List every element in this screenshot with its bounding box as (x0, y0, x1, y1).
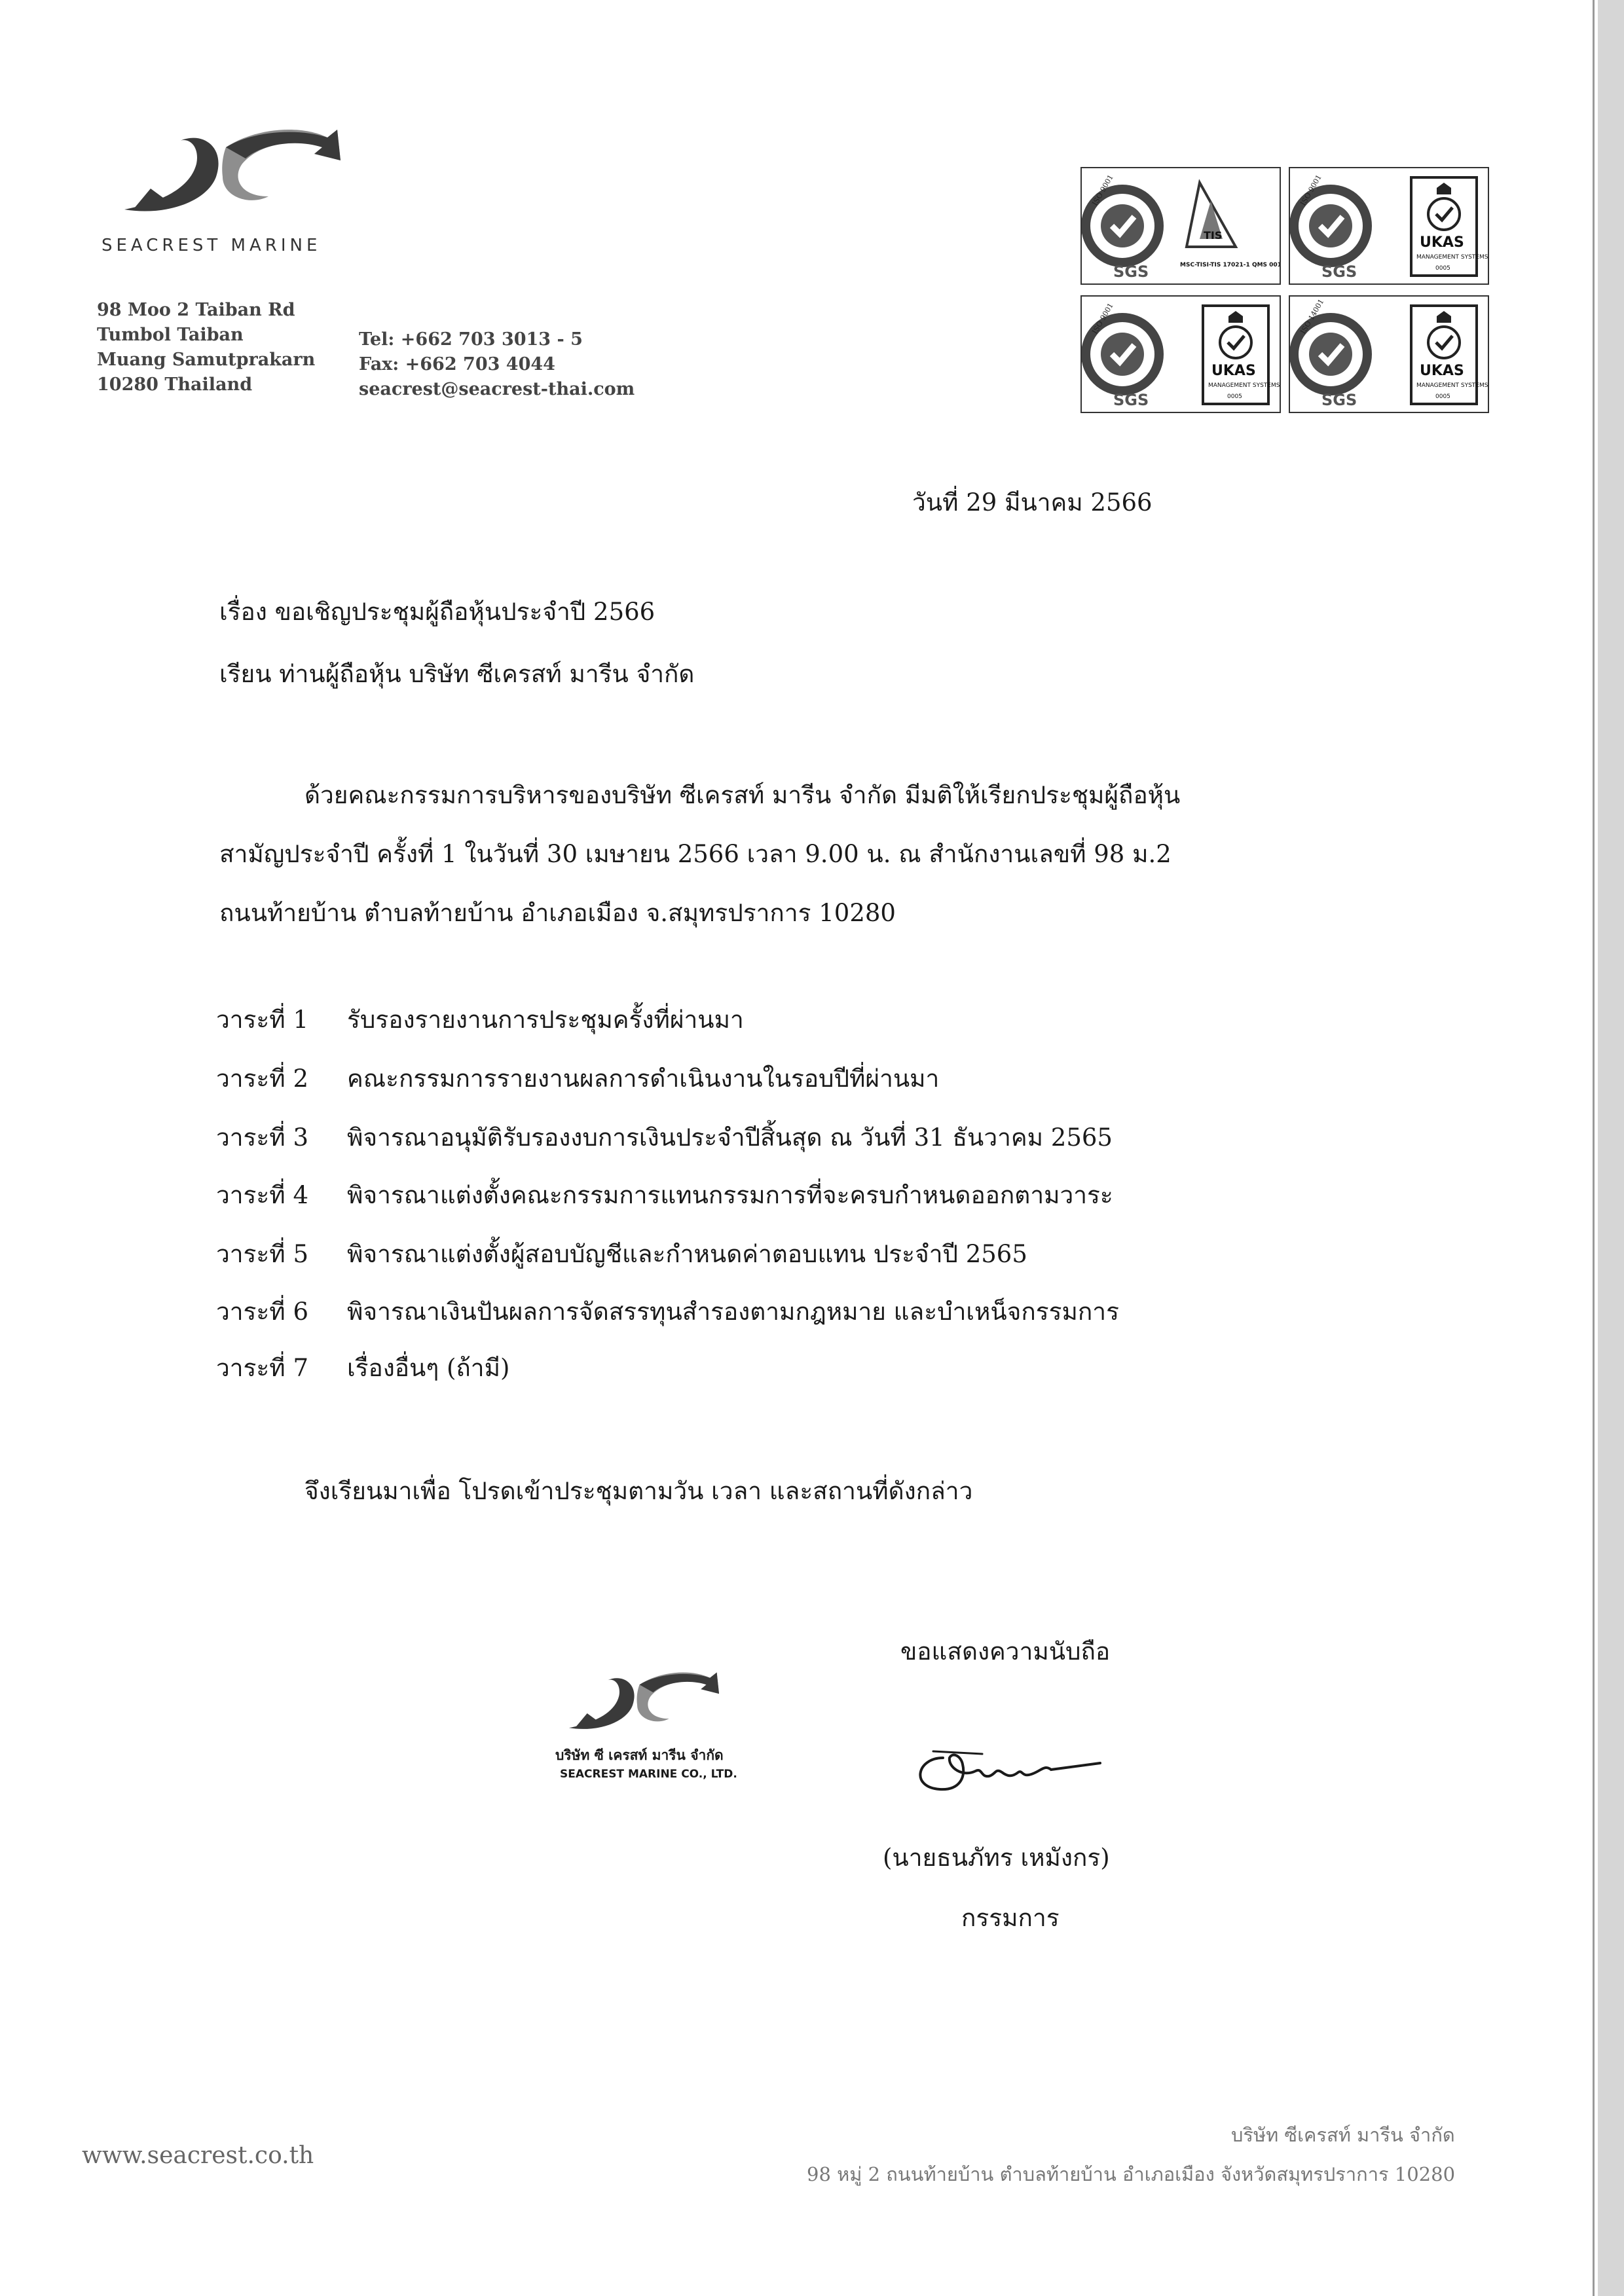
sgs-cert-icon (1082, 168, 1280, 283)
handwritten-signature (904, 1732, 1113, 1804)
certification-marks (1080, 167, 1494, 416)
svg-text:UKAS: UKAS (1420, 363, 1464, 379)
scan-edge (1598, 0, 1624, 2296)
agenda-number: วาระที่ 6 (216, 1298, 308, 1326)
signer-title: กรรมการ (961, 1904, 1060, 1932)
seacrest-stamp-logo-icon (557, 1660, 727, 1741)
agenda-number: วาระที่ 4 (216, 1181, 308, 1209)
svg-text:TIS: TIS (1204, 229, 1223, 242)
stamp-company-en: SEACREST MARINE CO., LTD. (560, 1768, 737, 1781)
agenda-text: เรื่องอื่นๆ (ถ้ามี) (347, 1354, 510, 1382)
address-line: Muang Samutprakarn (97, 350, 316, 370)
svg-text:ISO 14001: ISO 14001 (1299, 297, 1326, 336)
cert-mark-4 (1289, 295, 1489, 413)
paragraph-line: สามัญประจำปี ครั้งที่ 1 ในวันที่ 30 เมษายน 2566 เวลา 9.00 น. ณ สำนักงานเลขที่ 98 ม.2 (219, 840, 1172, 868)
agenda-text: พิจารณาอนุมัติรับรองงบการเงินประจำปีสิ้นสุด ณ วันที่ 31 ธันวาคม 2565 (347, 1123, 1113, 1152)
address-line: 98 Moo 2 Taiban Rd (97, 300, 295, 320)
agenda-number: วาระที่ 1 (216, 1006, 308, 1034)
svg-text:SGS: SGS (1113, 263, 1149, 281)
svg-text:MSC-TISI-TIS 17021-1 QMS 001: MSC-TISI-TIS 17021-1 QMS 001 (1180, 262, 1280, 268)
svg-text:MANAGEMENT SYSTEMS: MANAGEMENT SYSTEMS (1416, 254, 1488, 261)
footer-address: 98 หมู่ 2 ถนนท้ายบ้าน ตำบลท้ายบ้าน อำเภอเมือง จังหวัดสมุทรปราการ 10280 (807, 2163, 1456, 2185)
footer-company-name: บริษัท ซีเครสท์ มารีน จำกัด (1231, 2124, 1455, 2146)
agenda-text: คณะกรรมการรายงานผลการดำเนินงานในรอบปีที่ผ่านมา (347, 1065, 940, 1093)
brand-name: SEACREST MARINE (101, 236, 322, 255)
ukas-cert-icon (1082, 297, 1280, 412)
agenda-number: วาระที่ 2 (216, 1065, 308, 1093)
regards: ขอแสดงความนับถือ (900, 1637, 1111, 1666)
company-address (97, 298, 359, 397)
svg-text:UKAS: UKAS (1420, 234, 1464, 251)
svg-text:SGS: SGS (1321, 391, 1357, 409)
letter-date: วันที่ 29 มีนาคม 2566 (912, 488, 1153, 517)
email-address: seacrest@seacrest-thai.com (359, 379, 635, 399)
agenda-number: วาระที่ 5 (216, 1240, 308, 1268)
letter-recipient: เรียน ท่านผู้ถือหุ้น บริษัท ซีเครสท์ มารีน จำกัด (219, 660, 695, 688)
agenda-text: พิจารณาเงินปันผลการจัดสรรทุนสำรองตามกฎหมาย และบำเหน็จกรรมการ (347, 1298, 1119, 1326)
svg-text:0005: 0005 (1227, 393, 1242, 400)
agenda-text: พิจารณาแต่งตั้งผู้สอบบัญชีและกำหนดค่าตอบแทน ประจำปี 2565 (347, 1240, 1027, 1268)
svg-text:SGS: SGS (1321, 263, 1357, 281)
company-contact (359, 327, 699, 402)
svg-text:ISO 9001: ISO 9001 (1090, 301, 1115, 336)
tel-number: Tel: +662 703 3013 - 5 (359, 329, 583, 350)
seacrest-logo-icon (111, 111, 347, 229)
svg-text:MANAGEMENT SYSTEMS: MANAGEMENT SYSTEMS (1416, 382, 1488, 389)
agenda-text: รับรองรายงานการประชุมครั้งที่ผ่านมา (347, 1006, 744, 1034)
stamp-company-th: บริษัท ซี เครสท์ มารีน จำกัด (555, 1747, 724, 1763)
paragraph-line: ด้วยคณะกรรมการบริหารของบริษัท ซีเครสท์ มารีน จำกัด มีมติให้เรียกประชุมผู้ถือหุ้น (304, 781, 1181, 809)
svg-text:ISO 9001: ISO 9001 (1299, 173, 1323, 208)
address-line: Tumbol Taiban (97, 325, 244, 345)
svg-text:0005: 0005 (1435, 265, 1450, 272)
cert-mark-3 (1080, 295, 1281, 413)
cert-mark-1 (1080, 167, 1281, 285)
paragraph-line: ถนนท้ายบ้าน ตำบลท้ายบ้าน อำเภอเมือง จ.สมุทรปราการ 10280 (219, 899, 896, 927)
closing-line: จึงเรียนมาเพื่อ โปรดเข้าประชุมตามวัน เวลา และสถานที่ดังกล่าว (304, 1477, 973, 1505)
ukas-cert-icon (1290, 297, 1488, 412)
cert-mark-2 (1289, 167, 1489, 285)
address-line: 10280 Thailand (97, 374, 253, 395)
agenda-text: พิจารณาแต่งตั้งคณะกรรมการแทนกรรมการที่จะครบกำหนดออกตามวาระ (347, 1181, 1113, 1209)
svg-text:SGS: SGS (1113, 391, 1149, 409)
ukas-cert-icon (1290, 168, 1488, 283)
website-url: www.seacrest.co.th (82, 2142, 314, 2169)
svg-text:UKAS: UKAS (1211, 363, 1256, 379)
letter-subject: เรื่อง ขอเชิญประชุมผู้ถือหุ้นประจำปี 2566 (219, 598, 655, 626)
scan-edge-line (1593, 0, 1595, 2296)
svg-text:0005: 0005 (1435, 393, 1450, 400)
agenda-number: วาระที่ 3 (216, 1123, 308, 1152)
signer-name: (นายธนภัทร เหมังกร) (883, 1844, 1110, 1872)
agenda-number: วาระที่ 7 (216, 1354, 308, 1382)
fax-number: Fax: +662 703 4044 (359, 354, 555, 374)
svg-text:MANAGEMENT SYSTEMS: MANAGEMENT SYSTEMS (1208, 382, 1280, 389)
svg-text:ISO 9001: ISO 9001 (1090, 173, 1115, 208)
